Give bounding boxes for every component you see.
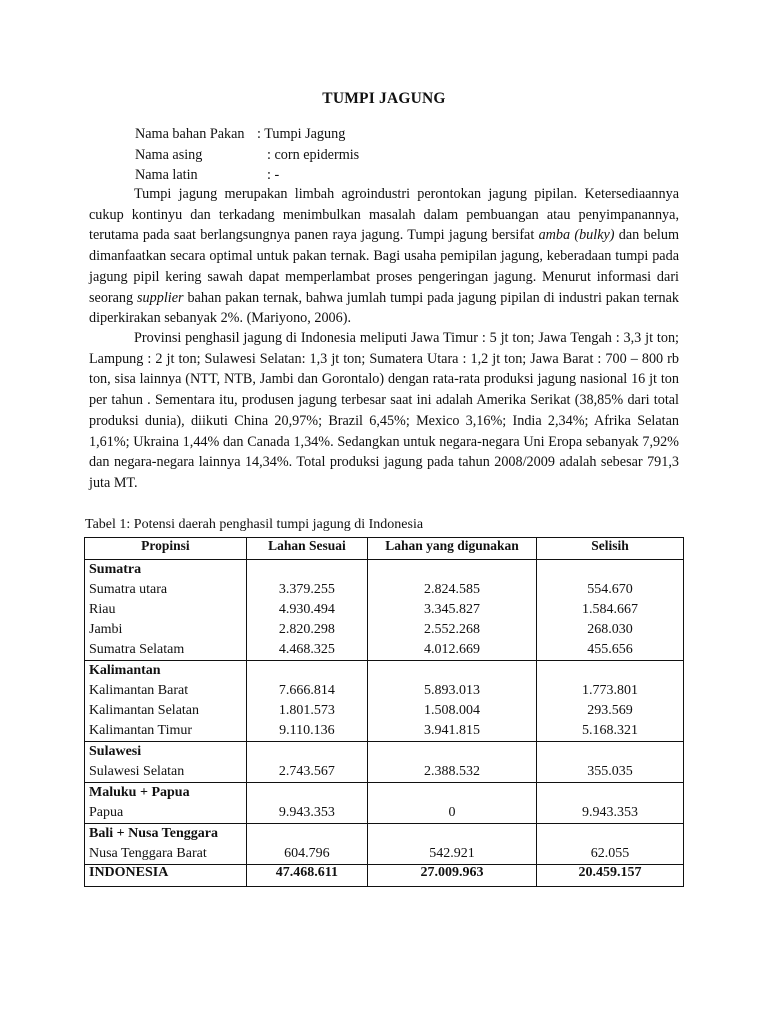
cell-spacer xyxy=(541,783,679,803)
numeric-value: 2.824.585 xyxy=(424,582,481,597)
total-selisih: 20.459.157 xyxy=(536,865,683,887)
selisih-cell xyxy=(536,783,683,824)
province-name: Nusa Tenggara Barat xyxy=(89,846,207,861)
meta-row-nama-asing xyxy=(135,145,359,166)
table-caption: Tabel 1: Potensi daerah penghasil tumpi jagung di Indonesia xyxy=(85,517,424,532)
numeric-value: 554.670 xyxy=(587,582,633,597)
numeric-value: 4.012.669 xyxy=(424,642,481,657)
cell-spacer xyxy=(251,661,363,681)
province-name: Sulawesi Selatan xyxy=(89,764,185,779)
numeric-value: 4.468.325 xyxy=(278,642,335,657)
meta-row-nama-latin xyxy=(135,165,359,186)
numeric-value: 9.110.136 xyxy=(279,723,335,738)
numeric-value: 3.345.827 xyxy=(424,602,481,617)
header-lahan-sesuai: Lahan Sesuai xyxy=(246,538,367,560)
numeric-value: 455.656 xyxy=(587,642,633,657)
paragraph-text: bahan pakan ternak, bahwa jumlah tumpi pada jagung pipilan di industri pakan ternak diperkirakan sebanyak 2%. (Mariyono, 2006). xyxy=(89,289,680,327)
numeric-value: 5.168.321 xyxy=(581,723,638,738)
cell-spacer xyxy=(251,824,363,844)
lahan-digunakan-cell xyxy=(368,783,537,824)
cell-spacer xyxy=(251,560,363,580)
total-lahan-sesuai: 47.468.611 xyxy=(246,865,367,887)
numeric-value: 62.055 xyxy=(590,846,630,861)
table-header-row xyxy=(85,538,684,560)
cell-spacer xyxy=(251,742,363,762)
paragraph-text: dan belum dimanfaatkan secara optimal untuk pakan ternak. Bagi usaha pemipilan jagung, keberadaan tumpi pada jagung pipil kering sawah dapat memperlambat proses pengeringan jagung. Menurut informasi dari seorang xyxy=(89,227,679,306)
numeric-value: 604.796 xyxy=(284,846,330,861)
table-row xyxy=(85,742,684,783)
lahan-digunakan-cell xyxy=(368,742,537,783)
paragraph-italic-term: supplier xyxy=(137,289,184,306)
numeric-value: 542.921 xyxy=(429,846,475,861)
lahan-sesuai-cell xyxy=(246,783,367,824)
lahan-sesuai-cell xyxy=(246,661,367,742)
numeric-value: 5.893.013 xyxy=(424,683,481,698)
cell-spacer xyxy=(372,824,532,844)
numeric-value: 268.030 xyxy=(587,622,633,637)
meta-label: Nama bahan Pakan xyxy=(135,126,245,142)
table-body xyxy=(85,560,684,887)
selisih-cell xyxy=(536,742,683,783)
meta-value: : - xyxy=(267,167,280,183)
region-heading: Bali + Nusa Tenggara xyxy=(89,826,218,841)
potential-areas-table xyxy=(84,537,684,887)
province-cell xyxy=(85,783,247,824)
selisih-cell xyxy=(536,661,683,742)
province-name: Jambi xyxy=(89,622,123,637)
table-row xyxy=(85,783,684,824)
selisih-cell xyxy=(536,560,683,661)
lahan-sesuai-cell xyxy=(246,824,367,865)
numeric-value: 2.388.532 xyxy=(424,764,481,779)
numeric-value: 9.943.353 xyxy=(581,805,638,820)
province-name: Kalimantan Selatan xyxy=(89,703,200,718)
total-label: INDONESIA xyxy=(85,865,247,887)
province-name: Kalimantan Timur xyxy=(89,723,193,738)
lahan-sesuai-cell xyxy=(246,560,367,661)
province-cell xyxy=(85,661,247,742)
table-total-row xyxy=(85,865,684,887)
numeric-value: 2.820.298 xyxy=(278,622,335,637)
cell-spacer xyxy=(541,824,679,844)
region-heading: Sulawesi xyxy=(89,744,142,759)
lahan-digunakan-cell xyxy=(368,824,537,865)
cell-spacer xyxy=(372,783,532,803)
cell-spacer xyxy=(541,560,679,580)
header-propinsi: Propinsi xyxy=(85,538,247,560)
numeric-value: 1.508.004 xyxy=(424,703,481,718)
paragraph-tumpi-description xyxy=(89,184,679,329)
province-name: Sumatra utara xyxy=(89,582,168,597)
numeric-value: 9.943.353 xyxy=(278,805,335,820)
province-name: Papua xyxy=(89,805,124,820)
lahan-digunakan-cell xyxy=(368,661,537,742)
meta-label: Nama latin xyxy=(135,167,198,183)
numeric-value: 7.666.814 xyxy=(278,683,335,698)
province-name: Riau xyxy=(89,602,116,617)
numeric-value: 4.930.494 xyxy=(278,602,335,617)
numeric-value: 1.773.801 xyxy=(581,683,638,698)
cell-spacer xyxy=(372,560,532,580)
numeric-value: 0 xyxy=(448,805,456,820)
table-row xyxy=(85,661,684,742)
numeric-value: 1.801.573 xyxy=(278,703,335,718)
paragraph-italic-term: amba (bulky) xyxy=(538,227,615,244)
meta-value: : corn epidermis xyxy=(267,146,360,163)
numeric-value: 293.569 xyxy=(587,703,633,718)
region-heading: Kalimantan xyxy=(89,663,161,678)
province-name: Sumatra Selatam xyxy=(89,642,185,657)
paragraph-text: Tumpi jagung merupakan limbah agroindustri perontokan jagung pipilan. Ketersediaannya cukup kontinyu dan terkadang menimbulkan masalah dalam pembuangan atau penyimpanannya, terutama pada saat berlangsungnya panen raya jagung. Tumpi jagung bersifat xyxy=(89,186,679,244)
numeric-value: 3.941.815 xyxy=(424,723,481,738)
paragraph-production: Provinsi penghasil jagung di Indonesia meliputi Jawa Timur : 5 jt ton; Jawa Tengah : 3,3 jt ton; Lampung : 2 jt ton; Sulawesi Selatan: 1,3 jt ton; Sumatera Utara : 1,2 jt ton; Jawa Barat : 700 – 800 rb ton, sisa lainnya (NTT, NTB, Jambi dan Gorontalo) dengan rata-rata produksi jagung nasional 16 jt ton per tahun . Sementara itu, produsen jagung terbesar saat ini adalah Amerika Serikat (38,85% dari total produksi dunia), diikuti China 20,97%; Brazil 6,45%; Mexico 3,16%; India 2,34%; Afrika Selatan 1,61%; Ukraina 1,44% dan Canada 1,34%. Sedangkan untuk negara-negara Uni Eropa sebanyak 7,92% dan negara-negara lainnya 14,34%. Total produksi jagung pada tahun 2008/2009 adalah sebesar 791,3 juta MT. xyxy=(89,330,679,491)
province-name: Kalimantan Barat xyxy=(89,683,189,698)
cell-spacer xyxy=(372,742,532,762)
numeric-value: 355.035 xyxy=(587,764,633,779)
numeric-value: 1.584.667 xyxy=(581,602,638,617)
feed-info-block xyxy=(135,124,359,186)
header-lahan-digunakan: Lahan yang digunakan xyxy=(368,538,537,560)
header-selisih: Selisih xyxy=(536,538,683,560)
meta-row-nama-bahan xyxy=(135,124,359,145)
selisih-cell xyxy=(536,824,683,865)
numeric-value: 2.743.567 xyxy=(278,764,335,779)
cell-spacer xyxy=(541,661,679,681)
cell-spacer xyxy=(541,742,679,762)
lahan-sesuai-cell xyxy=(246,742,367,783)
province-cell xyxy=(85,824,247,865)
table-row xyxy=(85,560,684,661)
meta-value: : Tumpi Jagung xyxy=(257,126,346,142)
total-lahan-digunakan: 27.009.963 xyxy=(368,865,537,887)
region-heading: Maluku + Papua xyxy=(89,785,190,800)
numeric-value: 3.379.255 xyxy=(278,582,335,597)
region-heading: Sumatra xyxy=(89,562,142,577)
cell-spacer xyxy=(251,783,363,803)
province-cell xyxy=(85,560,247,661)
table-row xyxy=(85,824,684,865)
lahan-digunakan-cell xyxy=(368,560,537,661)
cell-spacer xyxy=(372,661,532,681)
numeric-value: 2.552.268 xyxy=(424,622,481,637)
document-title: TUMPI JAGUNG xyxy=(322,90,446,107)
province-cell xyxy=(85,742,247,783)
meta-label: Nama asing xyxy=(135,146,203,163)
